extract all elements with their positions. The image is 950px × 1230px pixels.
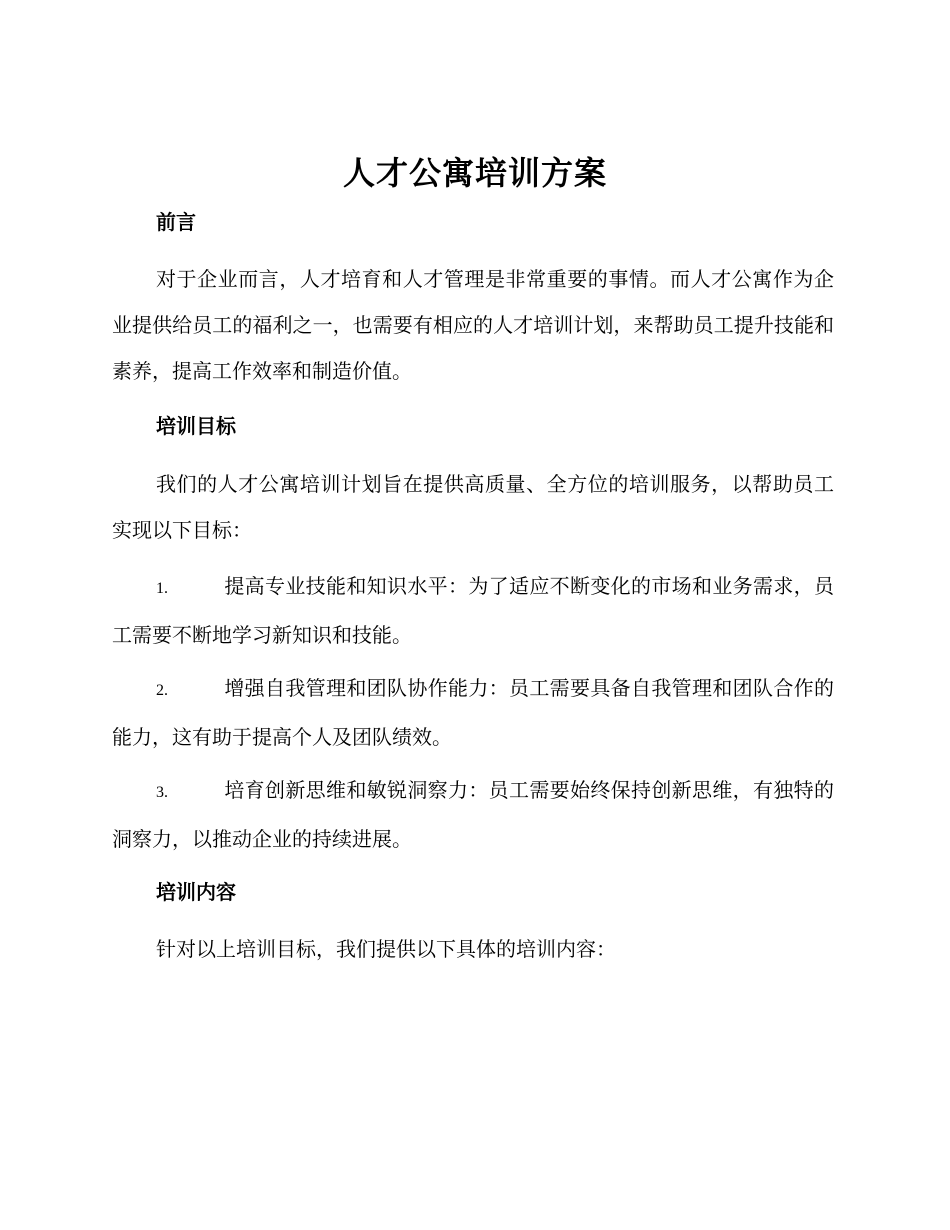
page-title: 人才公寓培训方案 [342,154,607,192]
list-item-number: 1. [156,580,168,597]
list-item [112,665,834,760]
section-heading-preface: 前言 [156,210,196,234]
list-item [112,767,834,862]
paragraph-goals-intro: 我们的人才公寓培训计划旨在提供高质量、全方位的培训服务，以帮助员工实现以下目标： [112,472,834,542]
paragraph-content-intro: 针对以上培训目标，我们提供以下具体的培训内容： [156,937,616,961]
list-item-number: 3. [156,784,168,801]
list-item-text: 提高专业技能和知识水平：为了适应不断变化的市场和业务需求，员工需要不断地学习新知识和技能。 [112,574,834,647]
paragraph-preface: 对于企业而言，人才培育和人才管理是非常重要的事情。而人才公寓作为企业提供给员工的福利之一，也需要有相应的人才培训计划，来帮助员工提升技能和素养，提高工作效率和制造价值。 [112,267,834,383]
section-heading-goals: 培训目标 [156,414,236,438]
list-item-number: 2. [156,682,168,699]
list-item-text: 培育创新思维和敏锐洞察力：员工需要始终保持创新思维，有独特的洞察力，以推动企业的持续进展。 [112,778,834,851]
list-item-text: 增强自我管理和团队协作能力：员工需要具备自我管理和团队合作的能力，这有助于提高个人及团队绩效。 [112,676,834,749]
list-item [112,563,834,658]
section-heading-content: 培训内容 [156,880,236,904]
